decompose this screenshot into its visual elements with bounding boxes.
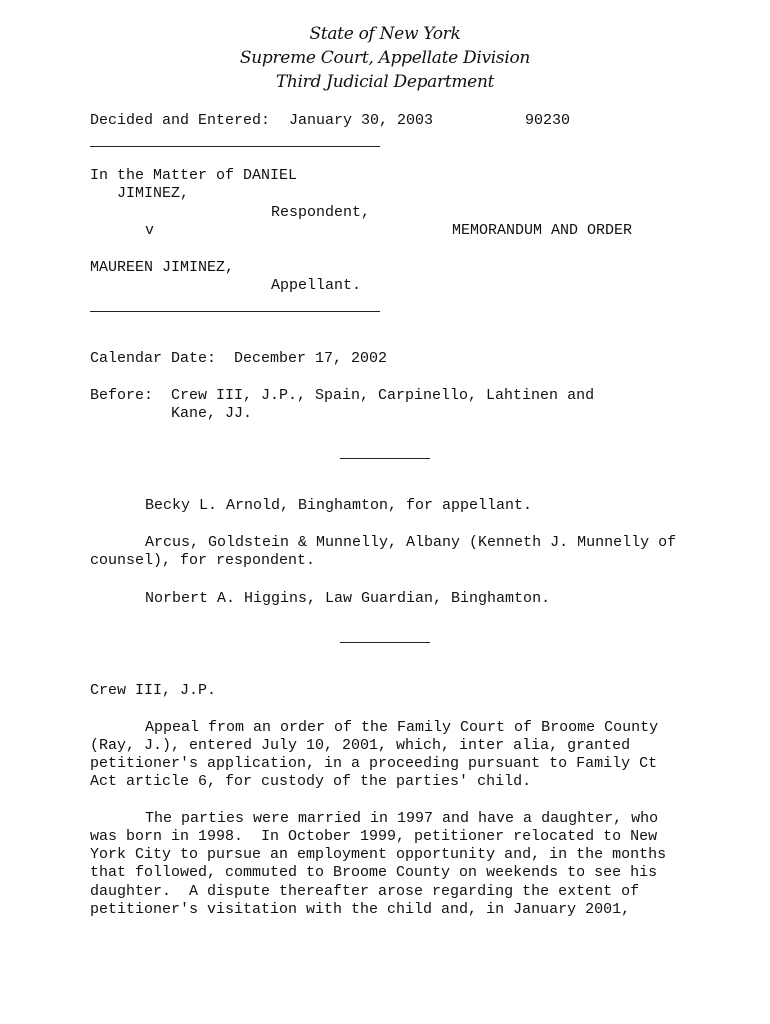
header-state: State of New York bbox=[309, 24, 461, 44]
paragraph2-line: The parties were married in 1997 and have a daughter, who bbox=[145, 810, 659, 827]
decided-label: Decided and Entered: bbox=[90, 112, 271, 129]
caption-top-rule bbox=[90, 146, 380, 147]
calendar-label: Calendar Date: bbox=[90, 350, 217, 367]
before-line2: Kane, JJ. bbox=[171, 405, 253, 422]
paragraph1-line: Appeal from an order of the Family Court of Broome County bbox=[145, 719, 659, 736]
calendar-date: December 17, 2002 bbox=[234, 350, 388, 367]
paragraph1-line: (Ray, J.), entered July 10, 2001, which, inter alia, granted bbox=[90, 737, 631, 754]
paragraph2-line: daughter. A dispute thereafter arose regarding the extent of bbox=[90, 883, 640, 900]
counsel-appellant: Becky L. Arnold, Binghamton, for appellant. bbox=[145, 497, 533, 514]
counsel-respondent-line1: Arcus, Goldstein & Munnelly, Albany (Kenneth J. Munnelly of bbox=[145, 534, 677, 551]
counsel-guardian: Norbert A. Higgins, Law Guardian, Binghamton. bbox=[145, 590, 551, 607]
appellant-role: Appellant. bbox=[271, 277, 362, 294]
header-department: Third Judicial Department bbox=[275, 72, 495, 92]
opinion-author: Crew III, J.P. bbox=[90, 682, 217, 699]
header-court: Supreme Court, Appellate Division bbox=[239, 48, 531, 68]
caption-line2: JIMINEZ, bbox=[117, 185, 190, 202]
before-label: Before: bbox=[90, 387, 154, 404]
section-divider-1 bbox=[340, 458, 430, 459]
respondent-role: Respondent, bbox=[271, 204, 371, 221]
versus: v bbox=[145, 222, 155, 239]
paragraph1-line: Act article 6, for custody of the parties' child. bbox=[90, 773, 532, 790]
docket-number: 90230 bbox=[525, 112, 571, 129]
paragraph2-line: that followed, commuted to Broome County on weekends to see his bbox=[90, 864, 658, 881]
paragraph2-line: petitioner's visitation with the child and, in January 2001, bbox=[90, 901, 631, 918]
before-line1: Crew III, J.P., Spain, Carpinello, Lahtinen and bbox=[171, 387, 595, 404]
paragraph2-line: was born in 1998. In October 1999, petitioner relocated to New bbox=[90, 828, 658, 845]
appellant-name: MAUREEN JIMINEZ, bbox=[90, 259, 235, 276]
paragraph2-line: York City to pursue an employment opportunity and, in the months bbox=[90, 846, 667, 863]
paragraph1-line: petitioner's application, in a proceeding pursuant to Family Ct bbox=[90, 755, 658, 772]
caption-bottom-rule bbox=[90, 311, 380, 312]
decided-date: January 30, 2003 bbox=[289, 112, 434, 129]
section-divider-2 bbox=[340, 642, 430, 643]
caption-line1: In the Matter of DANIEL bbox=[90, 167, 298, 184]
counsel-respondent-line2: counsel), for respondent. bbox=[90, 552, 316, 569]
doc-type: MEMORANDUM AND ORDER bbox=[452, 222, 633, 239]
